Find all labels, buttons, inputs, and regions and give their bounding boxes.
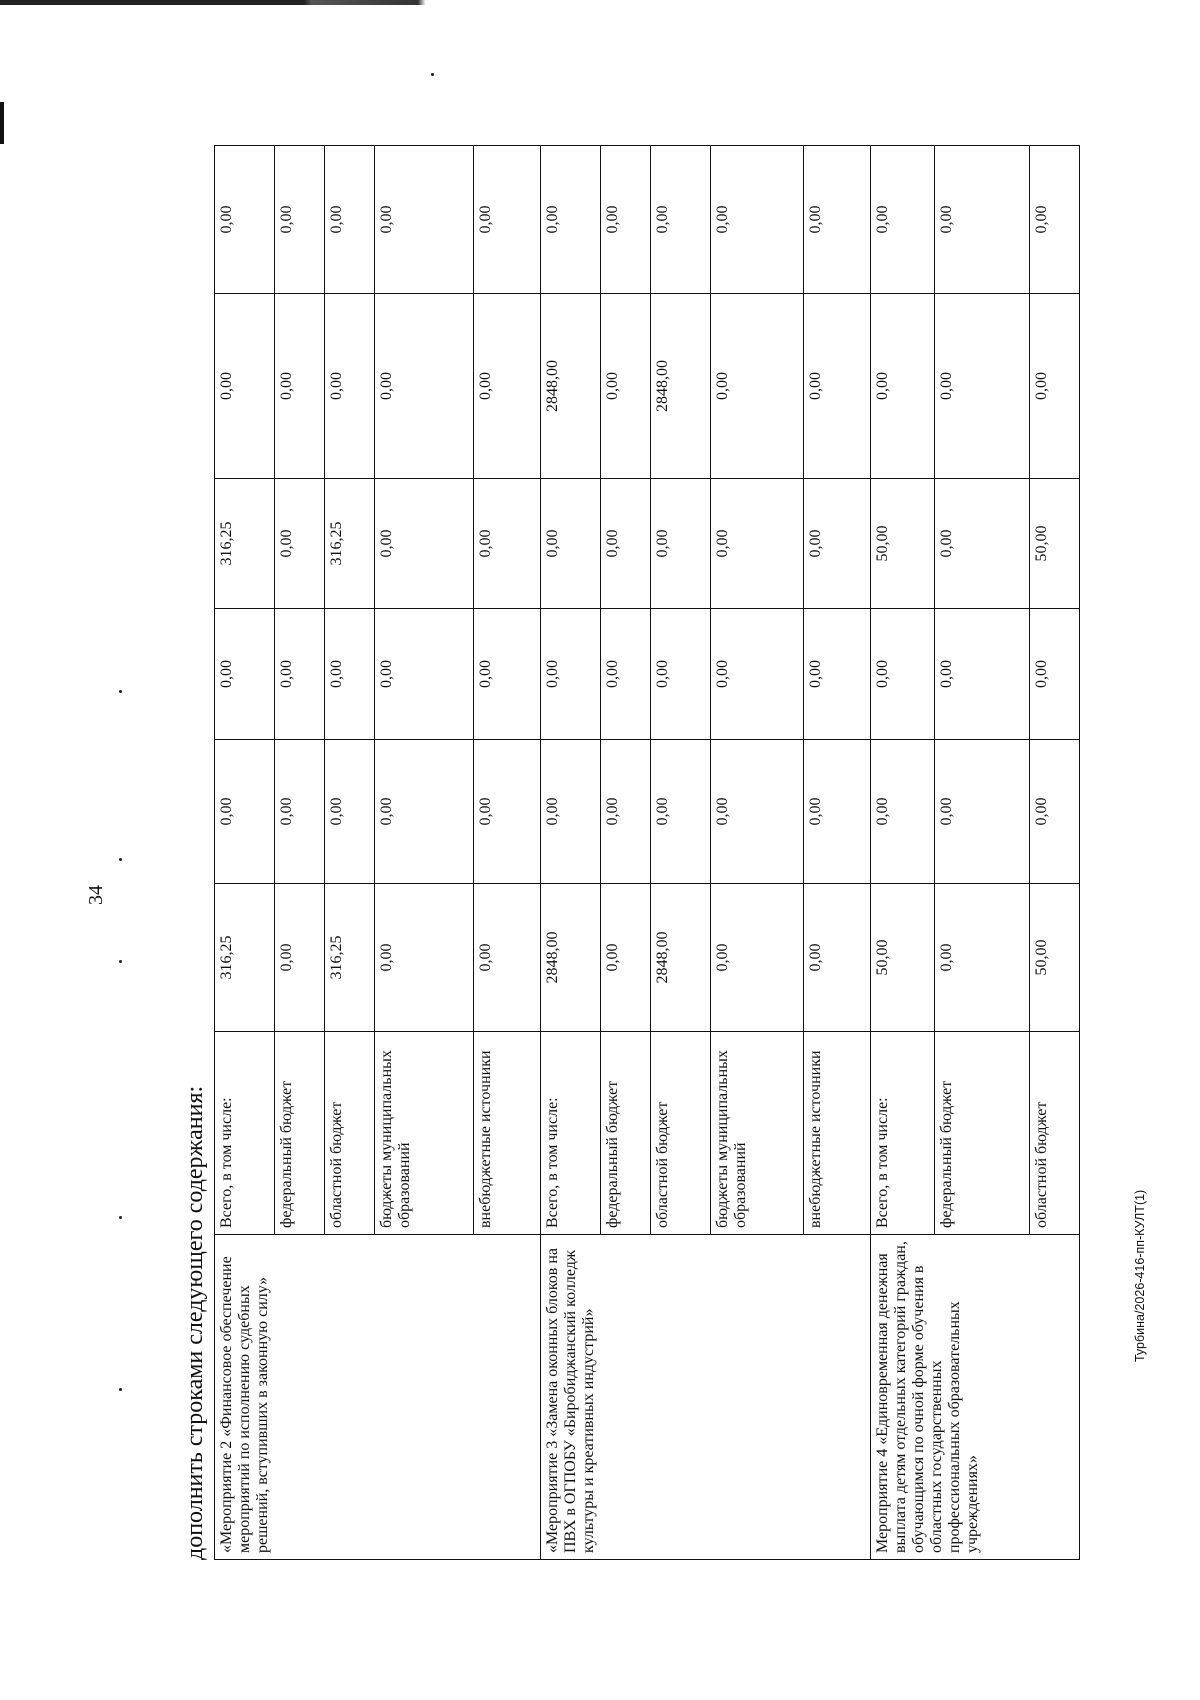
funding-source: областной бюджет — [651, 1032, 711, 1235]
amount-cell: 0,00 — [871, 146, 935, 294]
amount-cell: 316,25 — [325, 884, 375, 1032]
funding-source: Всего, в том числе: — [215, 1032, 275, 1235]
funding-source: внебюджетные источники — [804, 1032, 871, 1235]
amount-cell: 0,00 — [541, 146, 601, 294]
amount-cell: 0,00 — [935, 740, 1030, 884]
amount-cell: 0,00 — [601, 294, 651, 479]
scan-speck — [119, 858, 122, 861]
amount-cell: 0,00 — [275, 294, 325, 479]
funding-source: бюджеты муниципальных образований — [711, 1032, 804, 1235]
amount-cell: 316,25 — [325, 479, 375, 609]
amount-cell: 0,00 — [871, 609, 935, 740]
amount-cell: 0,00 — [375, 609, 474, 740]
amount-cell: 316,25 — [215, 884, 275, 1032]
scan-edge-left — [0, 102, 4, 144]
amount-cell: 0,00 — [541, 740, 601, 884]
amount-cell: 0,00 — [804, 884, 871, 1032]
amount-cell: 0,00 — [804, 294, 871, 479]
intro-text: дополнить строками следующего содержания: — [182, 1085, 208, 1560]
amount-cell: 0,00 — [375, 479, 474, 609]
amount-cell: 0,00 — [541, 609, 601, 740]
amount-cell: 0,00 — [215, 294, 275, 479]
amount-cell: 0,00 — [935, 479, 1030, 609]
amount-cell: 0,00 — [275, 479, 325, 609]
funding-source: областной бюджет — [325, 1032, 375, 1235]
amount-cell: 0,00 — [711, 740, 804, 884]
amount-cell: 0,00 — [325, 609, 375, 740]
amount-cell: 0,00 — [804, 740, 871, 884]
funding-source: внебюджетные источники — [474, 1032, 541, 1235]
amount-cell: 0,00 — [375, 146, 474, 294]
event-title: Мероприятие 4 «Единовременная денежная выплата детям отдельных категорий граждан, обучающимся по очной форме обучения в областных государственных профессиональных образовательных учреждениях» — [871, 1235, 1080, 1560]
amount-cell: 0,00 — [375, 884, 474, 1032]
table-row — [541, 146, 601, 1560]
funding-source: Всего, в том числе: — [871, 1032, 935, 1235]
amount-cell: 0,00 — [871, 294, 935, 479]
amount-cell: 0,00 — [804, 146, 871, 294]
amount-cell: 0,00 — [935, 884, 1030, 1032]
amount-cell: 0,00 — [804, 479, 871, 609]
event-title: «Мероприятие 2 «Финансовое обеспечение мероприятий по исполнению судебных решений, вступивших в законную силу» — [215, 1235, 541, 1560]
page-number: 34 — [85, 885, 107, 905]
scan-speck — [119, 1216, 122, 1219]
amount-cell: 0,00 — [474, 884, 541, 1032]
amount-cell: 50,00 — [1030, 884, 1080, 1032]
amount-cell: 0,00 — [275, 609, 325, 740]
amount-cell: 2848,00 — [541, 884, 601, 1032]
amount-cell: 0,00 — [711, 609, 804, 740]
scan-speck — [119, 690, 122, 693]
table-row — [215, 146, 275, 1560]
amount-cell: 0,00 — [275, 884, 325, 1032]
amount-cell: 0,00 — [1030, 146, 1080, 294]
amount-cell: 316,25 — [215, 479, 275, 609]
amount-cell: 0,00 — [325, 146, 375, 294]
budget-table — [214, 145, 1080, 1560]
amount-cell: 0,00 — [474, 609, 541, 740]
amount-cell: 0,00 — [871, 740, 935, 884]
amount-cell: 0,00 — [651, 479, 711, 609]
amount-cell: 0,00 — [474, 740, 541, 884]
amount-cell: 50,00 — [871, 479, 935, 609]
amount-cell: 2848,00 — [541, 294, 601, 479]
amount-cell: 0,00 — [711, 479, 804, 609]
event-title: «Мероприятие 3 «Замена оконных блоков на ПВХ в ОГПОБУ «Биробиджанский колледж культуры и креативных индустрий» — [541, 1235, 871, 1560]
amount-cell: 0,00 — [601, 479, 651, 609]
amount-cell: 0,00 — [375, 740, 474, 884]
amount-cell: 0,00 — [1030, 294, 1080, 479]
amount-cell: 0,00 — [651, 609, 711, 740]
funding-source: бюджеты муниципальных образований — [375, 1032, 474, 1235]
amount-cell: 0,00 — [375, 294, 474, 479]
scan-speck — [119, 1388, 122, 1391]
funding-source: областной бюджет — [1030, 1032, 1080, 1235]
amount-cell: 0,00 — [601, 884, 651, 1032]
amount-cell: 0,00 — [325, 740, 375, 884]
funding-source: федеральный бюджет — [275, 1032, 325, 1235]
funding-source: Всего, в том числе: — [541, 1032, 601, 1235]
scan-speck — [431, 73, 434, 76]
amount-cell: 0,00 — [474, 294, 541, 479]
footer-reference: Турбина/2026-416-пп-КУЛТ(1) — [1133, 1189, 1147, 1362]
amount-cell: 0,00 — [215, 740, 275, 884]
amount-cell: 50,00 — [1030, 479, 1080, 609]
amount-cell: 0,00 — [1030, 740, 1080, 884]
document-sheet — [180, 140, 1060, 1560]
amount-cell: 0,00 — [275, 740, 325, 884]
amount-cell: 0,00 — [651, 740, 711, 884]
amount-cell: 0,00 — [215, 146, 275, 294]
amount-cell: 0,00 — [215, 609, 275, 740]
amount-cell: 0,00 — [711, 884, 804, 1032]
amount-cell: 0,00 — [325, 294, 375, 479]
amount-cell: 0,00 — [711, 294, 804, 479]
amount-cell: 0,00 — [935, 609, 1030, 740]
amount-cell: 50,00 — [871, 884, 935, 1032]
funding-source: федеральный бюджет — [935, 1032, 1030, 1235]
amount-cell: 0,00 — [711, 146, 804, 294]
amount-cell: 2848,00 — [651, 294, 711, 479]
amount-cell: 0,00 — [601, 609, 651, 740]
amount-cell: 0,00 — [935, 294, 1030, 479]
amount-cell: 0,00 — [601, 740, 651, 884]
amount-cell: 0,00 — [275, 146, 325, 294]
amount-cell: 0,00 — [474, 146, 541, 294]
table-row — [871, 146, 935, 1560]
amount-cell: 2848,00 — [651, 884, 711, 1032]
funding-source: федеральный бюджет — [601, 1032, 651, 1235]
amount-cell: 0,00 — [804, 609, 871, 740]
amount-cell: 0,00 — [541, 479, 601, 609]
amount-cell: 0,00 — [651, 146, 711, 294]
amount-cell: 0,00 — [474, 479, 541, 609]
amount-cell: 0,00 — [601, 146, 651, 294]
amount-cell: 0,00 — [935, 146, 1030, 294]
amount-cell: 0,00 — [1030, 609, 1080, 740]
scan-edge-top — [0, 0, 760, 5]
scan-speck — [119, 960, 122, 963]
